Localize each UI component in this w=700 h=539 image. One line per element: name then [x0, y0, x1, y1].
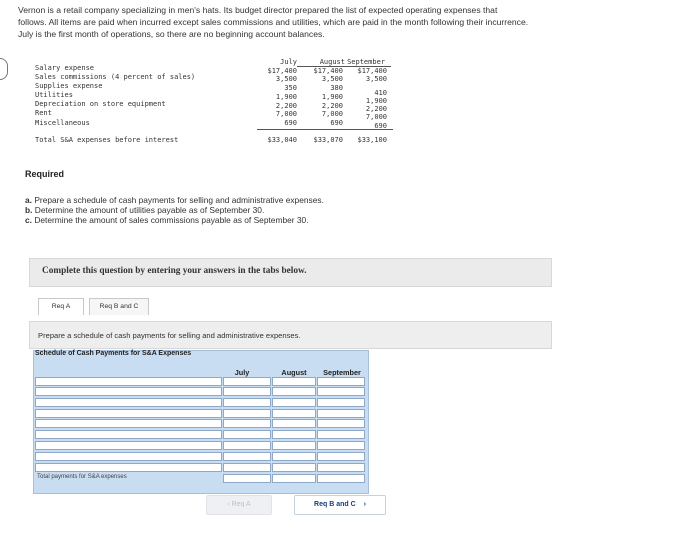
budget-cell: $17,400	[357, 67, 387, 75]
budget-row-label: Salary expense	[35, 64, 95, 72]
schedule-july-input[interactable]	[223, 419, 271, 428]
budget-row-label: Utilities	[35, 91, 73, 99]
budget-cell: 350	[284, 84, 297, 92]
tab-prompt-banner	[29, 321, 552, 349]
schedule-label-input[interactable]	[35, 419, 222, 428]
budget-row-label: Rent	[35, 109, 52, 117]
schedule-august-input[interactable]	[272, 430, 316, 439]
schedule-total-september-input[interactable]	[317, 474, 365, 483]
intro-line-1: Vernon is a retail company specializing in men's hats. Its budget director prepared the list of expected operating expenses that	[18, 5, 498, 15]
instruction-banner	[29, 258, 552, 287]
schedule-september-input[interactable]	[317, 441, 365, 450]
budget-cell: 410	[374, 89, 387, 97]
budget-cell: 3,500	[321, 75, 343, 83]
schedule-label-input[interactable]	[35, 387, 222, 396]
budget-total-cell: $33,070	[313, 136, 343, 144]
budget-cell: 1,900	[365, 97, 387, 105]
schedule-august-input[interactable]	[272, 441, 316, 450]
schedule-label-input[interactable]	[35, 430, 222, 439]
budget-total-label: Total S&A expenses before interest	[35, 136, 179, 144]
budget-row-label: Depreciation on store equipment	[35, 100, 166, 108]
budget-total-rule	[257, 129, 393, 130]
prev-tab-button[interactable]	[206, 495, 272, 515]
schedule-total-august-input[interactable]	[272, 474, 316, 483]
schedule-july-input[interactable]	[223, 452, 271, 461]
schedule-august-input[interactable]	[272, 452, 316, 461]
schedule-july-input[interactable]	[223, 398, 271, 407]
requirement-c: c. Determine the amount of sales commissions payable as of September 30.	[25, 215, 309, 225]
schedule-august-input[interactable]	[272, 419, 316, 428]
chevron-right-icon: ›	[363, 501, 366, 508]
next-tab-label: Req B and C	[314, 501, 356, 508]
schedule-september-input[interactable]	[317, 419, 365, 428]
intro-line-3: July is the first month of operations, so there are no beginning account balances.	[18, 29, 325, 39]
schedule-july-input[interactable]	[223, 441, 271, 450]
budget-col-september: September	[347, 58, 385, 66]
budget-row-label: Miscellaneous	[35, 119, 90, 127]
budget-cell: $17,400	[267, 67, 297, 75]
schedule-label-input[interactable]	[35, 377, 222, 386]
schedule-august-input[interactable]	[272, 377, 316, 386]
schedule-september-input[interactable]	[317, 398, 365, 407]
budget-cell: 2,200	[365, 105, 387, 113]
prev-tab-label: Req A	[231, 501, 251, 508]
budget-cell: 2,200	[321, 102, 343, 110]
schedule-july-input[interactable]	[223, 377, 271, 386]
tab-req-a[interactable]: Req A	[38, 298, 84, 315]
schedule-label-input[interactable]	[35, 398, 222, 407]
required-heading: Required	[25, 169, 65, 179]
budget-total-cell: $33,040	[267, 136, 297, 144]
budget-cell: 7,000	[275, 110, 297, 118]
tab-req-b-and-c[interactable]: Req B and C	[89, 298, 149, 315]
budget-cell: 380	[330, 84, 343, 92]
schedule-july-input[interactable]	[223, 409, 271, 418]
schedule-label-input[interactable]	[35, 409, 222, 418]
tab-prompt-text: Prepare a schedule of cash payments for selling and administrative expenses.	[38, 331, 301, 340]
requirement-a: a. Prepare a schedule of cash payments for selling and administrative expenses.	[25, 195, 324, 205]
budget-cell: 3,500	[365, 75, 387, 83]
budget-cell: 690	[284, 119, 297, 127]
budget-cell: 690	[374, 122, 387, 130]
intro-line-2: follows. All items are paid when incurred except sales commissions and utilities, which are paid in the month following their incurrence.	[18, 17, 529, 27]
schedule-august-input[interactable]	[272, 409, 316, 418]
schedule-total-label: Total payments for S&A expenses	[37, 474, 127, 480]
budget-cell: 1,900	[275, 93, 297, 101]
budget-cell: $17,400	[313, 67, 343, 75]
budget-cell: 690	[330, 119, 343, 127]
problem-statement	[18, 4, 628, 40]
schedule-august-input[interactable]	[272, 387, 316, 396]
schedule-september-input[interactable]	[317, 430, 365, 439]
requirement-b: b. Determine the amount of utilities payable as of September 30.	[25, 205, 265, 215]
schedule-label-input[interactable]	[35, 452, 222, 461]
budget-cell: 7,000	[321, 110, 343, 118]
schedule-title: Schedule of Cash Payments for S&A Expenses	[35, 350, 192, 357]
schedule-total-july-input[interactable]	[223, 474, 271, 483]
budget-cell: 7,000	[365, 113, 387, 121]
schedule-august-input[interactable]	[272, 398, 316, 407]
schedule-july-input[interactable]	[223, 463, 271, 472]
schedule-july-input[interactable]	[223, 430, 271, 439]
schedule-september-input[interactable]	[317, 452, 365, 461]
budget-row-label: Sales commissions (4 percent of sales)	[35, 73, 196, 81]
schedule-label-input[interactable]	[35, 441, 222, 450]
instruction-text: Complete this question by entering your answers in the tabs below.	[42, 266, 307, 276]
chevron-left-icon: ‹	[227, 501, 230, 508]
budget-cell: 1,900	[321, 93, 343, 101]
budget-cell: 2,200	[275, 102, 297, 110]
schedule-col-september: September	[323, 368, 361, 377]
schedule-august-input[interactable]	[272, 463, 316, 472]
budget-row-label: Supplies expense	[35, 82, 103, 90]
budget-table	[35, 58, 385, 154]
budget-total-cell: $33,100	[357, 136, 387, 144]
budget-col-july: July	[280, 58, 297, 66]
side-panel-tab[interactable]	[0, 58, 8, 80]
budget-cell: 3,500	[275, 75, 297, 83]
schedule-september-input[interactable]	[317, 387, 365, 396]
schedule-september-input[interactable]	[317, 463, 365, 472]
schedule-label-input[interactable]	[35, 463, 222, 472]
schedule-col-august: August	[281, 368, 307, 377]
schedule-september-input[interactable]	[317, 409, 365, 418]
budget-col-august: August	[319, 58, 345, 66]
next-tab-button[interactable]	[294, 495, 386, 515]
schedule-september-input[interactable]	[317, 377, 365, 386]
schedule-col-july: July	[234, 368, 250, 377]
schedule-july-input[interactable]	[223, 387, 271, 396]
